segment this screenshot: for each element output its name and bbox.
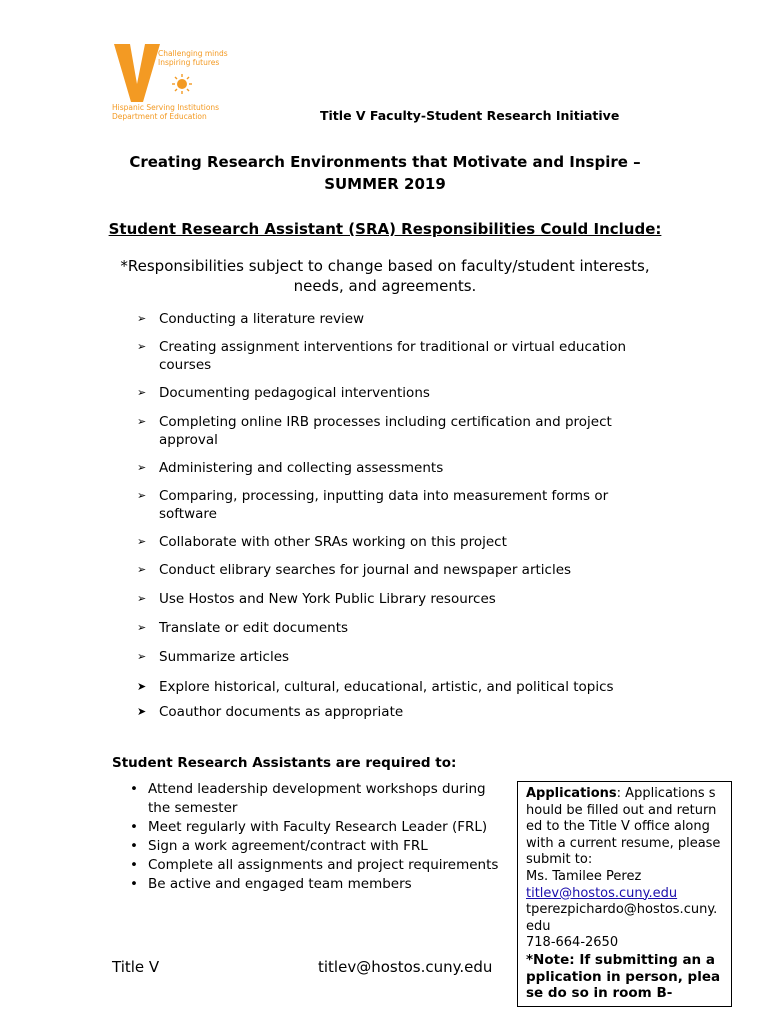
contact-name: Ms. Tamilee Perez (526, 868, 642, 884)
arrow-bullet-icon: ➢ (137, 340, 147, 353)
list-item: ➢ Collaborate with other SRAs working on this project (137, 534, 507, 550)
list-item: ➢ Completing online IRB processes including certification and project approval (137, 414, 612, 448)
arrow-bullet-icon: ➢ (137, 312, 147, 325)
applications-label: Applications (526, 786, 617, 801)
in-person-note: *Note: If submitting an application in person, please do so in room B- (526, 951, 721, 1002)
arrow-bullet-icon: ➢ (137, 621, 147, 634)
list-item: • Sign a work agreement/contract with FRL (130, 838, 428, 854)
list-item: ➤ Coauthor documents as appropriate (137, 704, 404, 720)
arrow-bullet-icon: ➢ (137, 386, 147, 399)
applications-box (517, 781, 732, 1007)
list-item: • Complete all assignments and project requirements (130, 857, 499, 873)
arrow-bullet-icon: ➢ (137, 563, 147, 576)
logo-tagline-2: Inspiring futures (158, 58, 220, 67)
applications-text: : Applications should be filled out and returned to the Title V office along with a current resume, please submit to: (526, 786, 721, 868)
footer-left: Title V (112, 958, 160, 976)
list-item: ➢ Conducting a literature review (137, 311, 365, 327)
bullet-icon: • (130, 876, 138, 892)
page-title-line-1: Creating Research Environments that Motivate and Inspire – (129, 153, 641, 171)
list-item: ➢ Creating assignment interventions for traditional or virtual education courses (137, 339, 627, 373)
page-title-line-2: SUMMER 2019 (324, 175, 446, 193)
list-item: ➤ Explore historical, cultural, educational, artistic, and political topics (137, 679, 614, 695)
sra-note: *Responsibilities subject to change based on faculty/student interests, needs, and agreements. (120, 257, 650, 295)
email-contact: tperezpichardo@hostos.cuny.edu (526, 902, 718, 934)
bullet-icon: • (130, 781, 138, 797)
list-item: • Be active and engaged team members (130, 876, 412, 892)
arrow-bullet-icon: ➤ (137, 705, 147, 718)
logo-org-2: Department of Education (112, 112, 207, 121)
bullet-icon: • (130, 857, 138, 873)
requirements-list (130, 780, 510, 894)
list-item: ➢ Use Hostos and New York Public Library resources (137, 591, 496, 607)
list-item: ➢ Conduct elibrary searches for journal and newspaper articles (137, 562, 572, 578)
list-item: ➢ Translate or edit documents (137, 620, 349, 636)
arrow-bullet-icon: ➢ (137, 650, 147, 663)
list-item: ➢ Documenting pedagogical interventions (137, 385, 430, 401)
list-item: ➢ Summarize articles (137, 649, 290, 665)
bullet-icon: • (130, 838, 138, 854)
requirements-heading: Student Research Assistants are required to: (112, 755, 457, 771)
arrow-bullet-icon: ➢ (137, 461, 147, 474)
sra-heading: Student Research Assistant (SRA) Responsibilities Could Include: (108, 220, 662, 238)
arrow-bullet-icon: ➢ (137, 535, 147, 548)
list-item: • Attend leadership development workshops during the semester (130, 781, 486, 816)
arrow-bullet-icon: ➤ (137, 680, 147, 693)
page-title (80, 151, 690, 195)
logo-org-1: Hispanic Serving Institutions (112, 103, 220, 112)
list-item: • Meet regularly with Faculty Research Leader (FRL) (130, 819, 488, 835)
title-v-logo (112, 44, 232, 122)
footer-email: titlev@hostos.cuny.edu (318, 958, 493, 976)
list-item: ➢ Administering and collecting assessments (137, 460, 444, 476)
logo-tagline-1: Challenging minds (158, 49, 228, 58)
phone-number: 718-664-2650 (526, 935, 619, 951)
list-item: ➢ Comparing, processing, inputting data into measurement forms or software (137, 488, 609, 522)
header-title: Title V Faculty-Student Research Initiative (320, 108, 620, 123)
email-link-titlev[interactable]: titlev@hostos.cuny.edu (526, 885, 678, 901)
bullet-icon: • (130, 819, 138, 835)
arrow-bullet-icon: ➢ (137, 592, 147, 605)
arrow-bullet-icon: ➢ (137, 489, 147, 502)
arrow-bullet-icon: ➢ (137, 415, 147, 428)
applications-intro (526, 786, 723, 869)
